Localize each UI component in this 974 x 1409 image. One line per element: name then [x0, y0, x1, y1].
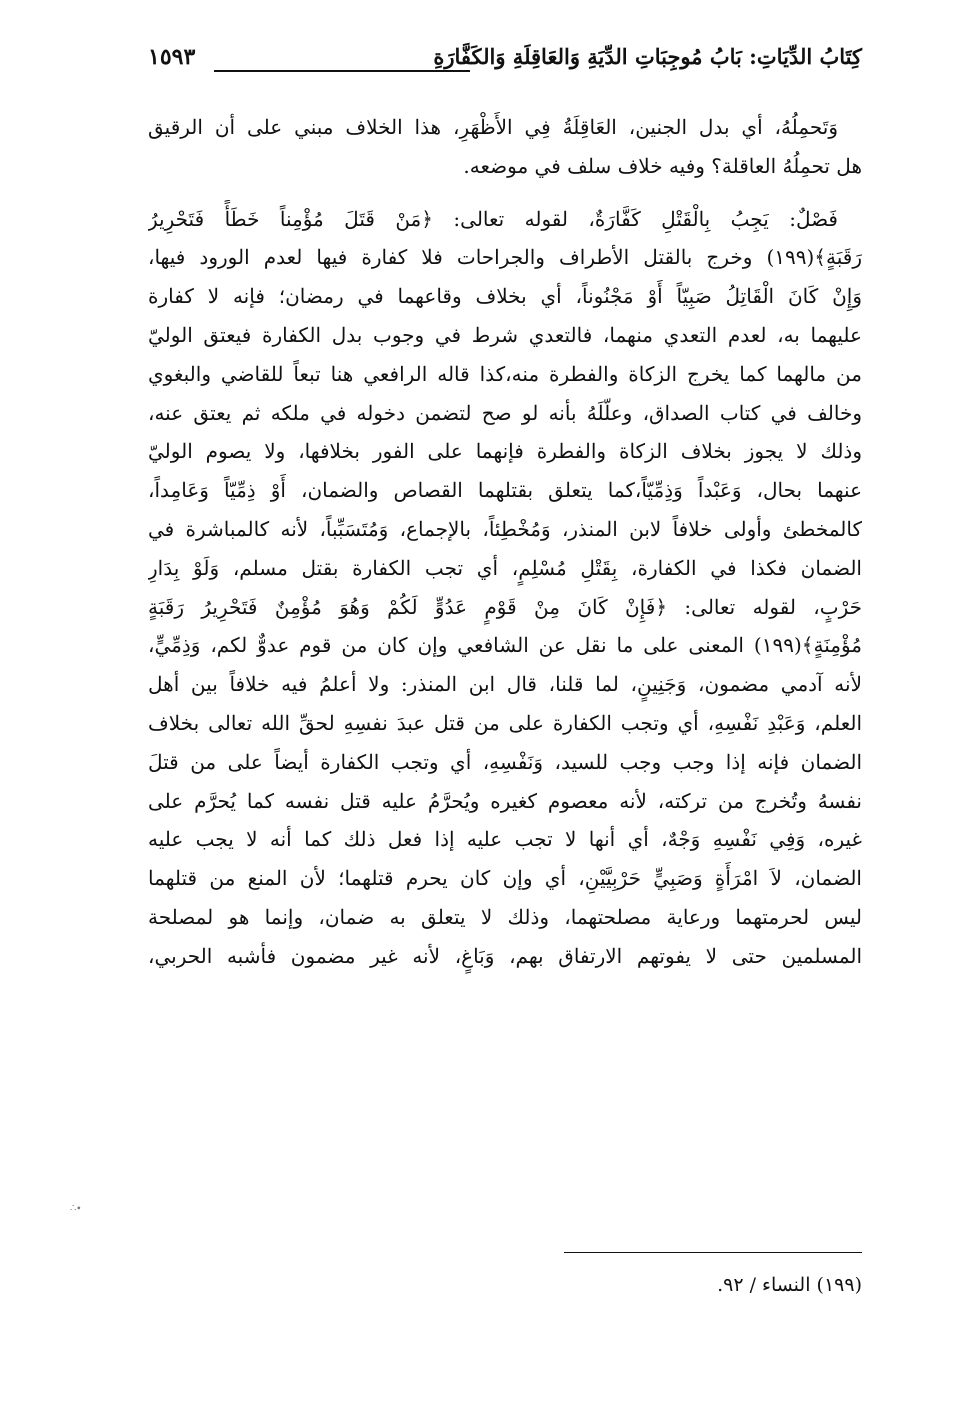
text-line: الضمان فإنه إذا وجب وجب للسيد، وَنَفْسِهِ، أي وتجب الكفارة أيضاً على من قتلَ: [148, 749, 862, 774]
text-line: الضمان فكذا في الكفارة، بِقَتْلِ مُسْلِمٍ، أي تجب الكفارة بقتل مسلم، وَلَوْ بِدَارِ: [148, 555, 862, 580]
text-line: ليس لحرمتهما ورعاية مصلحتهما، وذلك لا يتعلق به ضمان، وإنما هو لمصلحة: [148, 904, 862, 929]
margin-speck: ∴∙: [70, 1203, 82, 1214]
text-line: وذلك لا يجوز بخلاف الزكاة والفطرة فإنهما على الفور بخلافها، ولا يصوم الوليّ: [148, 439, 862, 464]
text-line: كالمخطئ وأولى خلافاً لابن المنذر، وَمُخْطِئاً، بالإجماع، وَمُتَسَبِّباً، لأنه كالمباشرة في: [148, 516, 862, 541]
chapter-title: كِتَابُ الدِّيَاتِ: بَابُ مُوجِبَاتِ الدِّيَةِ وَالعَاقِلَةِ وَالكَفَّارَةِ: [433, 44, 862, 69]
text-line: حَرْبٍ، لقوله تعالى: ﴿فَإِنْ كَانَ مِنْ قَوْمٍ عَدُوٍّ لَكُمْ وَهُوَ مُؤْمِنٌ فَتَحْرِيرُ رَقَبَةٍ: [148, 594, 862, 619]
text-line: وَتَحمِلُهُ، أي بدل الجنين، العَاقِلَةُ فِي الأَظْهَرِ، هذا الخلاف مبني على أن الرقيق: [148, 115, 838, 139]
page-number: ١٥٩٣: [148, 44, 196, 70]
text-line: من مالهما كما يخرج الزكاة والفطرة منه،كذا قاله الرافعي هنا تبعاً للقاضي والبغوي: [148, 361, 862, 386]
header-rule: [214, 70, 470, 72]
page-header: [148, 40, 862, 76]
text-line: مُؤْمِنَةٍ﴾(١٩٩) المعنى على ما نقل عن الشافعي وإن كان من قوم عدوٌّ لكم، وَذِمِّيٍّ،: [148, 633, 862, 658]
text-line: نفسهُ وتُخرج من تركته، لأنه معصوم كغيره ويُحرَّمُ عليه قتل نفسه كما يُحرَّم على: [148, 788, 862, 813]
text-line: الضمان، لاَ امْرَأَةٍ وَصَبِيٍّ حَرْبِيَّيْنِ، أي وإن كان يحرم قتلهما؛ لأن المنع من قتلهما: [148, 866, 862, 891]
text-line: رَقَبَةٍ﴾(١٩٩) وخرج بالقتل الأطراف والجراحات فلا كفارة فيها لعدم الورود فيها،: [148, 245, 862, 270]
text-line: عليهما به، لعدم التعدي منهما، فالتعدي شرط في وجوب بدل الكفارة فيعتق الوليّ: [148, 322, 862, 347]
text-line: المسلمين حتى لا يفوتهم الارتفاق بهم، وَبَاغٍ، لأنه غير مضمون فأشبه الحربي،: [148, 943, 862, 968]
text-line: العلم، وَعَبْدِ نَفْسِهِ، أي وتجب الكفارة على من قتل عبدَ نفسِهِ لحقِّ الله تعالى بخلاف: [148, 710, 862, 735]
text-line: عنهما بحال، وَعَبْداً وَذِمِّيّاً،كما يتعلق بقتلهما القصاص والضمان، أَوْ ذِمِّيّاً وَعَامِداً،: [148, 478, 862, 503]
footnote: (١٩٩) النساء / ٩٢.: [717, 1274, 862, 1296]
text-line: فَصْلٌ: يَجِبُ بِالْقَتْلِ كَفَّارَةٌ، لقوله تعالى: ﴿مَنْ قَتَلَ مُؤْمِناً خَطَأً فَتَحْرِيرُ: [148, 206, 838, 231]
text-line: غيره، وَفِي نَفْسِهِ وَجْهٌ، أي أنها لا تجب عليه إذا فعل ذلك كما أنه لا يجب عليه: [148, 827, 862, 852]
text-line: هل تحمِلُهُ العاقلة؟ وفيه خلاف سلف في موضعه.: [463, 153, 862, 178]
footnote-rule: [564, 1252, 862, 1253]
main-text: [148, 108, 862, 976]
text-line: لأنه آدمي مضمون، وَجَنِينٍ، لما قلنا، قال ابن المنذر: ولا أعلمُ فيه خلافاً بين أهل: [148, 672, 862, 697]
text-line: وَإِنْ كَانَ الْقَاتِلُ صَبِيّاً أَوْ مَجْنُوناً، أي بخلاف وقاعهما في رمضان؛ فإنه لا كفارة: [148, 284, 862, 309]
text-line: وخالف في كتاب الصداق، وعلّلَهُ بأنه لو صح لتضمن دخوله في ملكه ثم يعتق عنه،: [148, 400, 862, 425]
